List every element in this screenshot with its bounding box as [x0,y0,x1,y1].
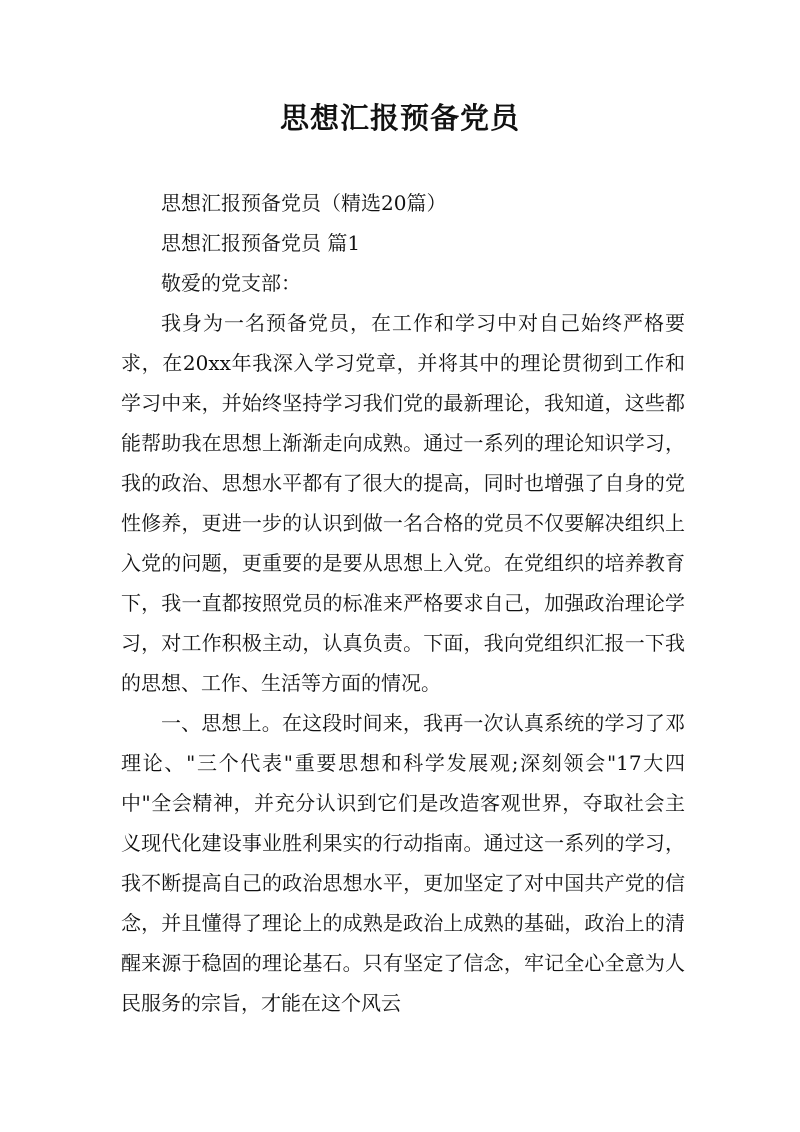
document-title: 思想汇报预备党员 [279,101,520,135]
section-heading: 思想汇报预备党员 篇1 [161,231,361,255]
body-paragraph: 一、思想上。在这段时间来，我再一次认真系统的学习了邓理论、"三个代表"重要思想和科学发展观;深刻领会"17大四中"全会精神，并充分认识到它们是改造客观世界，夺取社会主义现代化建设事业胜利果实的行动指南。通过这一系列的学习，我不断提高自己的政治思想水平，更加坚定了对中国共产党的信念，并且懂得了理论上的成熟是政治上成熟的基础，政治上的清醒来源于稳固的理论基石。只有坚定了信念，牢记全心全意为人民服务的宗旨，才能在这个风云 [121,711,685,1015]
salutation: 敬爱的党支部： [161,271,301,295]
subtitle-paragraph: 思想汇报预备党员（精选20篇） [161,191,447,215]
document-body [121,183,685,1023]
body-paragraph: 我身为一名预备党员，在工作和学习中对自己始终严格要求，在20xx年我深入学习党章，并将其中的理论贯彻到工作和学习中来，并始终坚持学习我们党的最新理论，我知道，这些都能帮助我在思想上渐渐走向成熟。通过一系列的理论知识学习，我的政治、思想水平都有了很大的提高，同时也增强了自身的党性修养，更进一步的认识到做一名合格的党员不仅要解决组织上入党的问题，更重要的是要从思想上入党。在党组织的培养教育下，我一直都按照党员的标准来严格要求自己，加强政治理论学习，对工作积极主动，认真负责。下面，我向党组织汇报一下我的思想、工作、生活等方面的情况。 [121,311,685,695]
